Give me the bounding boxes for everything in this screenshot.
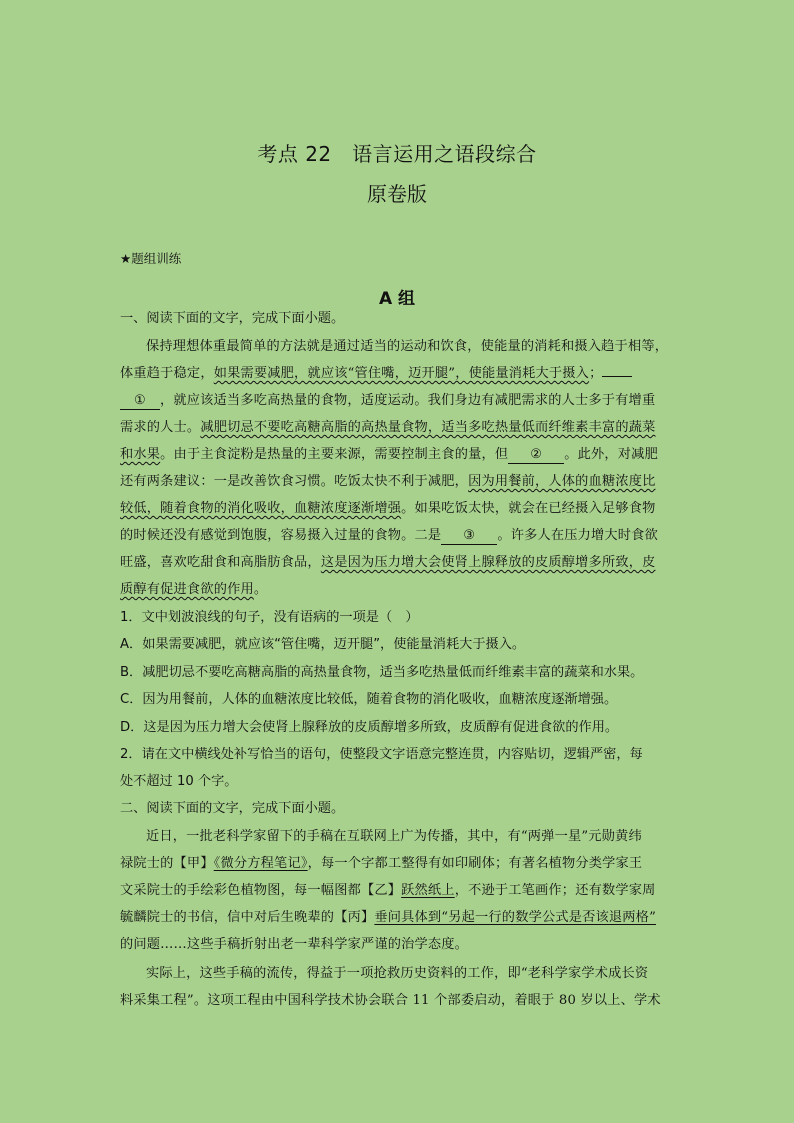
- wavy-sentence-d-end: 质醇有促进食欲的作用: [120, 582, 254, 597]
- passage-line: 保持理想体重最简单的方法就是通过适当的运动和饮食，使能量的消耗和摄入趋于相等，: [146, 339, 669, 354]
- option-b: B．减肥切忌不要吃高糖高脂的高热量食物，适当多吃热量低而纤维素丰富的蔬菜和水果。: [120, 665, 644, 680]
- passage-line: 旺盛，喜欢吃甜食和高脂肪食品，这是因为压力增大会使肾上腺释放的皮质醇增多所致，皮: [120, 555, 656, 570]
- wavy-sentence-d: 这是因为压力增大会使肾上腺释放的皮质醇增多所致，皮: [320, 555, 656, 570]
- option-a: A．如果需要减肥，就应该“管住嘴，迈开腿”，使能量消耗大于摄入。: [120, 637, 526, 652]
- page-subtitle: 原卷版: [367, 182, 427, 206]
- passage2-line: 的问题……这些手稿折射出老一辈科学家严谨的治学态度。: [120, 937, 469, 952]
- blank-2: ②: [508, 447, 564, 464]
- passage-line: 质醇有促进食欲的作用。: [120, 582, 268, 597]
- option-c: C．因为用餐前，人体的血糖浓度比较低，随着食物的消化吸收，血糖浓度逐渐增强。: [120, 692, 618, 707]
- wavy-sentence-c-end: 较低，随着食物的消化吸收，血糖浓度逐渐增强: [120, 501, 402, 516]
- passage2-line: 毓麟院士的书信，信中对后生晚辈的【丙】垂问具体到“另起一行的数学公式是否该退两格”: [120, 910, 657, 925]
- passage2-line: 料采集工程”。这项工程由中国科学技术协会联合 11 个部委启动，着眼于 80 岁以上、学术: [120, 993, 661, 1008]
- underlined-phrase: 垂问具体到“另起一行的数学公式是否该退两格”: [374, 910, 657, 925]
- passage2-line: 近日，一批老科学家留下的手稿在互联网上广为传播，其中，有“两弹一星”元勋黄纬: [146, 829, 642, 844]
- question-2: 2．请在文中横线处补写恰当的语句，使整段文字语意完整连贯，内容贴切，逻辑严密，每: [120, 747, 643, 762]
- group-title: A 组: [378, 289, 416, 309]
- blank-line: [602, 376, 632, 377]
- passage-line: 需求的人士。减肥切忌不要吃高糖高脂的高热量食物，适当多吃热量低而纤维素丰富的蔬菜: [120, 420, 656, 435]
- part1-intro: 一、阅读下面的文字，完成下面小题。: [120, 311, 345, 326]
- wavy-sentence-b-end: 和水果: [120, 447, 161, 462]
- passage-line: 的时候还没有感觉到饱腹，容易摄入过量的食物。二是 ③ 。许多人在压力增大时食欲: [120, 528, 658, 543]
- passage-line: 和水果。由于主食淀粉是热量的主要来源，需要控制主食的量，但 ② 。此外，对减肥: [120, 447, 658, 462]
- passage-line: 较低，随着食物的消化吸收，血糖浓度逐渐增强。如果吃饭太快，就会在已经摄入足够食物: [120, 501, 656, 516]
- blank-3: ③: [441, 528, 497, 545]
- passage2-line: 禄院士的【甲】《微分方程笔记》，每一个字都工整得有如印刷体；有著名植物分类学家王: [120, 856, 643, 871]
- wavy-sentence-a: 如果需要减肥，就应该“管住嘴，迈开腿”，使能量消耗大于摄入: [213, 366, 590, 381]
- page-title: 考点 22 语言运用之语段综合: [257, 142, 537, 166]
- wavy-sentence-c: 因为用餐前，人体的血糖浓度比: [468, 474, 656, 489]
- option-d: D．这是因为压力增大会使肾上腺释放的皮质醇增多所致，皮质醇有促进食欲的作用。: [120, 720, 619, 735]
- passage-line: ① ，就应该适当多吃高热量的食物，适度运动。我们身边有减肥需求的人士多于有增重: [120, 389, 676, 410]
- question-1: 1．文中划波浪线的句子，没有语病的一项是（ ）: [120, 610, 419, 625]
- underlined-phrase: 《微分方程笔记》: [213, 856, 308, 871]
- part2-intro: 二、阅读下面的文字，完成下面小题。: [120, 801, 345, 816]
- blank-1: ①: [120, 393, 160, 410]
- wavy-sentence-b: 减肥切忌不要吃高糖高脂的高热量食物，适当多吃热量低而纤维素丰富的蔬菜: [200, 420, 656, 435]
- section-label: ★题组训练: [120, 251, 182, 266]
- passage2-line: 实际上，这些手稿的流传，得益于一项抢救历史资料的工作，即“老科学家学术成长资: [146, 966, 649, 981]
- underlined-phrase: 跃然纸上: [401, 883, 455, 898]
- question-2-cont: 处不超过 10 个字。: [120, 774, 238, 789]
- passage-line: 体重趋于稳定，如果需要减肥，就应该“管住嘴，迈开腿”，使能量消耗大于摄入；: [120, 362, 676, 381]
- passage2-line: 文采院士的手绘彩色植物图，每一幅图都【乙】跃然纸上，不逊于工笔画作；还有数学家周: [120, 883, 656, 898]
- passage-line: 还有两条建议：一是改善饮食习惯。吃饭太快不利于减肥，因为用餐前，人体的血糖浓度比: [120, 474, 656, 489]
